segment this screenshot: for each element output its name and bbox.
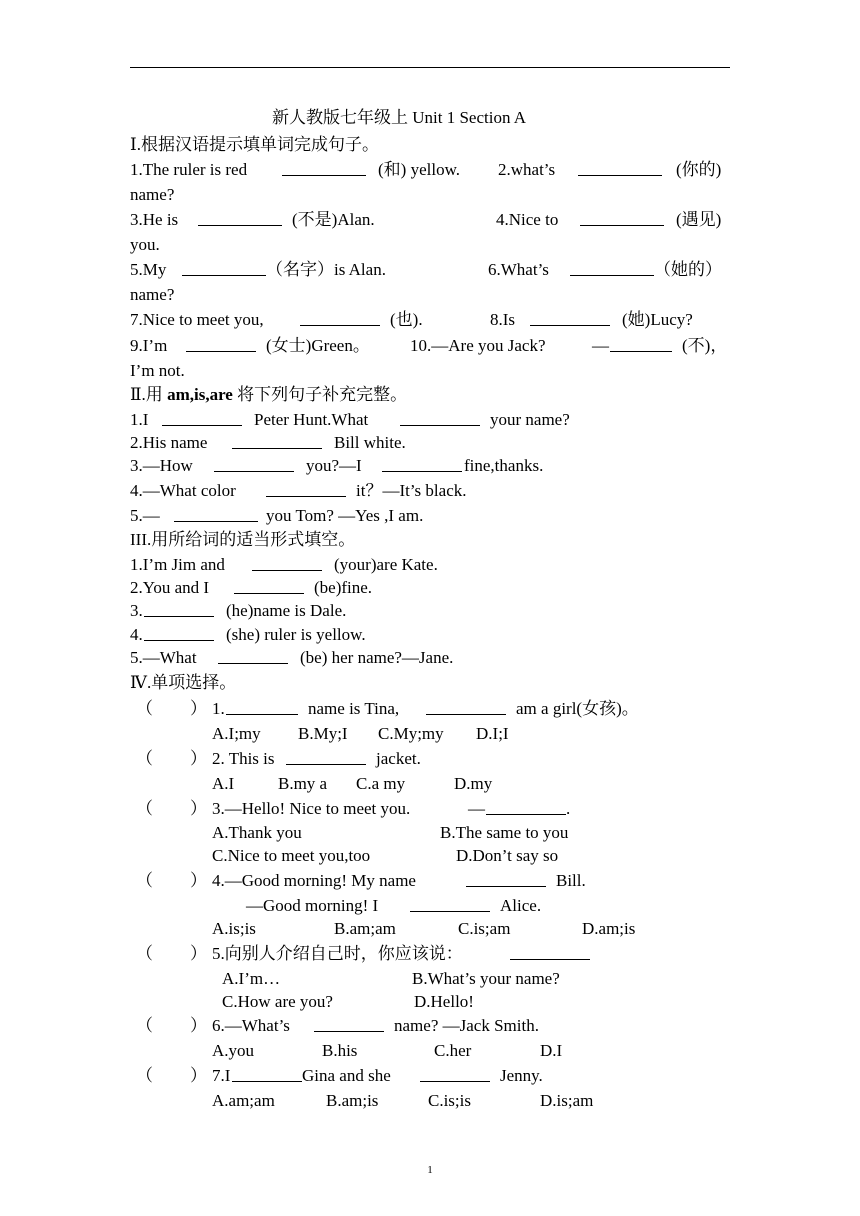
option[interactable]: B.am;is: [326, 1091, 379, 1110]
answer-blank[interactable]: [282, 160, 366, 176]
option[interactable]: B.What’s your name?: [412, 969, 560, 988]
answer-blank[interactable]: [174, 506, 258, 522]
option[interactable]: C.My;my: [378, 724, 444, 743]
option[interactable]: D.I: [540, 1041, 563, 1060]
answer-blank[interactable]: [314, 1016, 384, 1032]
answer-blank[interactable]: [144, 625, 214, 641]
answer-blank[interactable]: [232, 433, 322, 449]
answer-blank[interactable]: [382, 456, 462, 472]
option[interactable]: A.I’m…: [222, 969, 281, 988]
option[interactable]: B.My;I: [298, 724, 348, 743]
answer-paren[interactable]: （: [136, 749, 153, 768]
option[interactable]: A.is;is: [212, 919, 256, 938]
option[interactable]: D.Hello!: [414, 992, 474, 1011]
option[interactable]: C.her: [434, 1041, 472, 1060]
answer-paren[interactable]: （: [136, 699, 153, 718]
option[interactable]: B.his: [322, 1041, 358, 1060]
answer-blank[interactable]: [182, 260, 266, 276]
answer-blank[interactable]: [286, 749, 366, 765]
option[interactable]: C.a my: [356, 774, 406, 793]
option[interactable]: C.How are you?: [222, 992, 333, 1011]
option[interactable]: D.my: [454, 774, 493, 793]
option[interactable]: B.my a: [278, 774, 328, 793]
answer-blank[interactable]: [580, 210, 664, 226]
answer-blank[interactable]: [214, 456, 294, 472]
answer-blank[interactable]: [300, 310, 380, 326]
answer-blank[interactable]: [610, 336, 672, 352]
answer-blank[interactable]: [466, 871, 546, 887]
answer-blank[interactable]: [162, 410, 242, 426]
option[interactable]: C.is;am: [458, 919, 511, 938]
option[interactable]: D.I;I: [476, 724, 509, 743]
answer-blank[interactable]: [226, 699, 298, 715]
answer-blank[interactable]: [510, 944, 590, 960]
page-number: 1: [427, 1164, 433, 1176]
answer-paren[interactable]: （: [136, 799, 153, 818]
answer-blank[interactable]: [410, 896, 490, 912]
option[interactable]: A.I: [212, 774, 235, 793]
option[interactable]: B.The same to you: [440, 823, 569, 842]
option[interactable]: B.am;am: [334, 919, 396, 938]
option[interactable]: A.I;my: [212, 724, 261, 743]
answer-blank[interactable]: [186, 336, 256, 352]
answer-blank[interactable]: [420, 1066, 490, 1082]
answer-blank[interactable]: [530, 310, 610, 326]
answer-blank[interactable]: [234, 578, 304, 594]
answer-blank[interactable]: [232, 1066, 302, 1082]
answer-blank[interactable]: [218, 648, 288, 664]
answer-blank[interactable]: [400, 410, 480, 426]
option[interactable]: D.is;am: [540, 1091, 594, 1110]
option[interactable]: C.Nice to meet you,too: [212, 846, 371, 865]
answer-blank[interactable]: [198, 210, 282, 226]
answer-blank[interactable]: [570, 260, 654, 276]
option[interactable]: A.you: [212, 1041, 255, 1060]
option[interactable]: D.am;is: [582, 919, 636, 938]
option[interactable]: C.is;is: [428, 1091, 471, 1110]
answer-blank[interactable]: [486, 799, 566, 815]
answer-blank[interactable]: [144, 601, 214, 617]
answer-paren[interactable]: （: [136, 871, 153, 890]
answer-paren[interactable]: （: [136, 1066, 153, 1085]
answer-blank[interactable]: [426, 699, 506, 715]
answer-blank[interactable]: [578, 160, 662, 176]
answer-paren[interactable]: （: [136, 944, 153, 963]
header-rule: [130, 67, 730, 68]
answer-blank[interactable]: [252, 555, 322, 571]
option[interactable]: A.Thank you: [212, 823, 302, 842]
answer-paren[interactable]: （: [136, 1016, 153, 1035]
answer-blank[interactable]: [266, 481, 346, 497]
option[interactable]: D.Don’t say so: [456, 846, 559, 865]
option[interactable]: A.am;am: [212, 1091, 275, 1110]
